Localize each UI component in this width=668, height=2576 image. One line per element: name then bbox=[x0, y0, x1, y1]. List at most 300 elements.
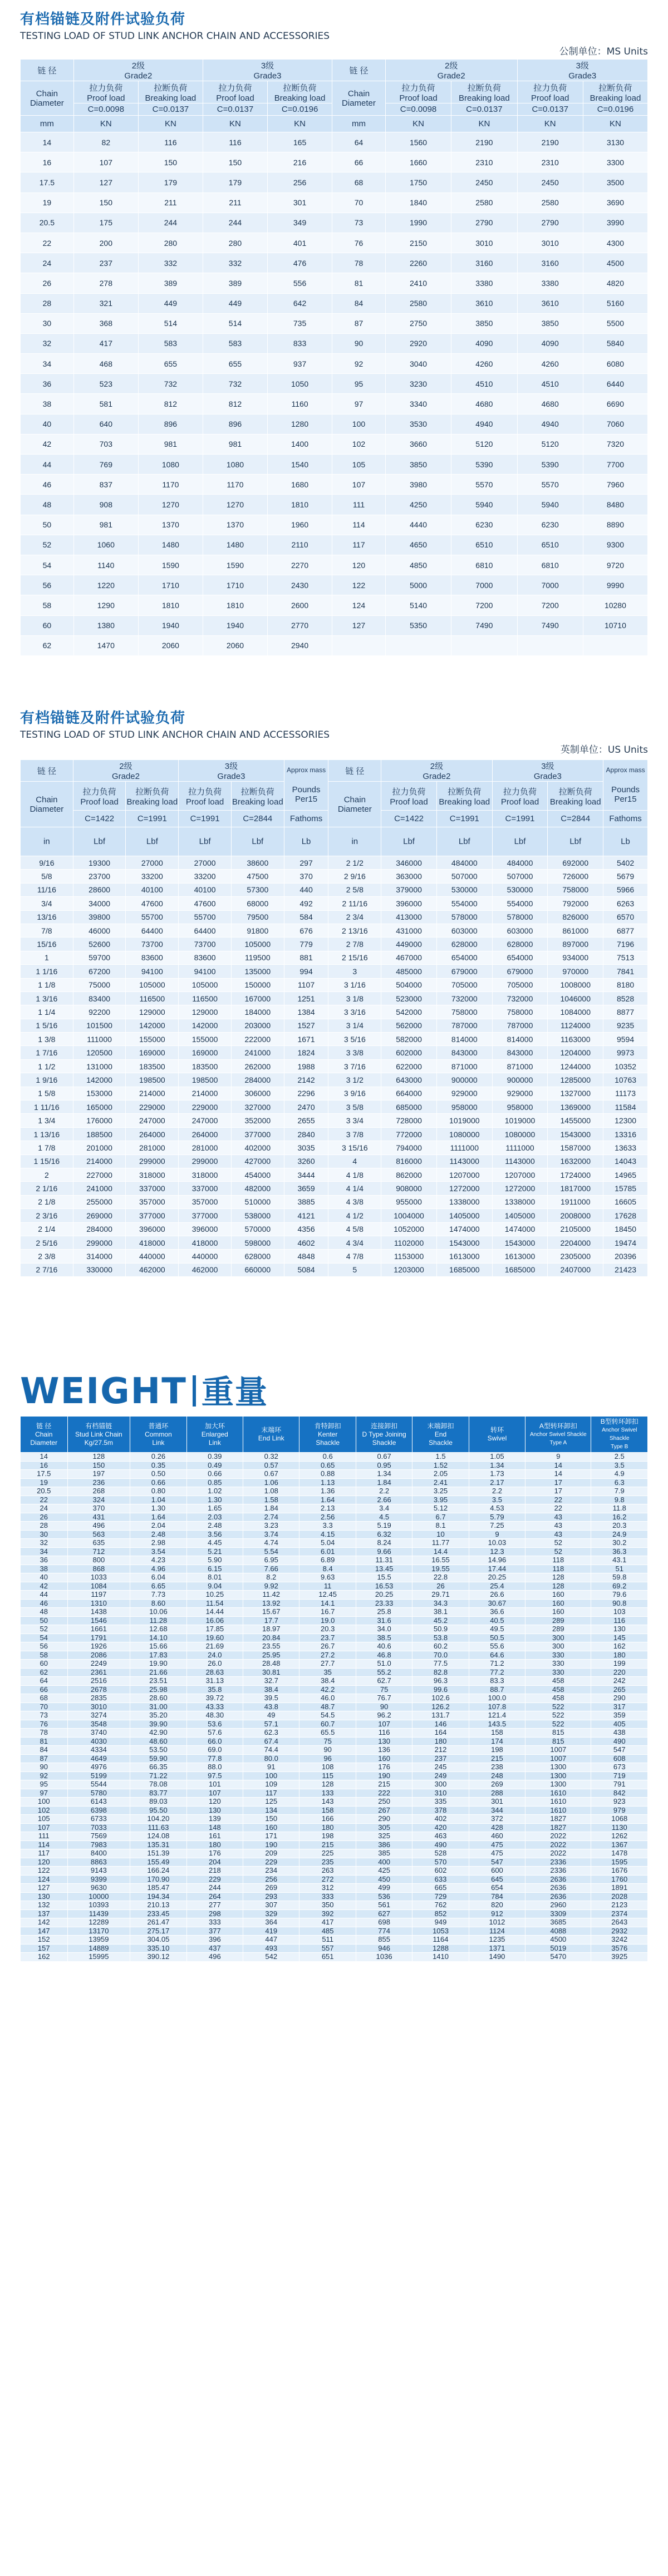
weight-cell: 65.5 bbox=[299, 1729, 356, 1738]
us-cell: 1338000 bbox=[436, 1195, 492, 1208]
weight-cell: 3.54 bbox=[130, 1547, 186, 1556]
weight-cell: 128 bbox=[299, 1780, 356, 1789]
us-cell: 1207000 bbox=[492, 1168, 548, 1181]
us-cell: 14965 bbox=[603, 1168, 648, 1181]
weight-cell: 209 bbox=[243, 1849, 299, 1858]
weight-cell: 48 bbox=[21, 1608, 68, 1617]
weight-cell: 10.25 bbox=[186, 1591, 243, 1600]
weight-cell: 66 bbox=[21, 1685, 68, 1694]
weight-cell: 3576 bbox=[591, 1944, 648, 1953]
weight-cell: 104.20 bbox=[130, 1815, 186, 1824]
weight-cell: 263 bbox=[299, 1867, 356, 1876]
ms-table-row bbox=[21, 434, 648, 454]
weight-cell: 97.5 bbox=[186, 1771, 243, 1780]
weight-cell: 1.30 bbox=[186, 1496, 243, 1504]
ms-cell: 127 bbox=[73, 172, 138, 193]
us-cell: 1046000 bbox=[548, 991, 603, 1005]
weight-cell: 117 bbox=[21, 1849, 68, 1858]
us-cell: 19474 bbox=[603, 1236, 648, 1249]
weight-cell: 51 bbox=[591, 1565, 648, 1573]
weight-table-row bbox=[21, 1453, 648, 1462]
weight-cell: 852 bbox=[412, 1909, 469, 1918]
us-cell: 3 7/8 bbox=[328, 1127, 381, 1141]
weight-cell: 96 bbox=[299, 1754, 356, 1763]
us-cell: 73700 bbox=[179, 937, 232, 951]
ms-cell: 124 bbox=[332, 595, 386, 615]
weight-cell: 6733 bbox=[67, 1815, 130, 1824]
weight-table-row bbox=[21, 1625, 648, 1634]
us-cell: 654000 bbox=[436, 951, 492, 964]
ms-cell: 833 bbox=[268, 333, 332, 353]
us-cell: 1203000 bbox=[381, 1263, 437, 1276]
ms-cell: 66 bbox=[332, 152, 386, 172]
weight-cell: 2.05 bbox=[412, 1470, 469, 1479]
weight-cell: 2.56 bbox=[299, 1513, 356, 1522]
weight-cell: 3.5 bbox=[591, 1461, 648, 1470]
weight-cell: 5019 bbox=[525, 1944, 591, 1953]
us-h-proof: 拉力负荷 Proof load bbox=[179, 782, 232, 811]
ms-coef: C=0.0137 bbox=[203, 103, 267, 116]
us-cell: 40100 bbox=[126, 883, 179, 896]
us-table-row bbox=[21, 1114, 648, 1127]
weight-cell: 4.9 bbox=[591, 1470, 648, 1479]
ms-cell: 54 bbox=[21, 555, 74, 575]
weight-cell: 275.17 bbox=[130, 1927, 186, 1936]
weight-cell: 855 bbox=[356, 1936, 412, 1945]
weight-cell: 485 bbox=[299, 1927, 356, 1936]
weight-cell: 166 bbox=[299, 1815, 356, 1824]
ms-cell: 3230 bbox=[385, 374, 451, 394]
us-table-row bbox=[21, 1222, 648, 1236]
weight-cell: 333 bbox=[299, 1892, 356, 1901]
weight-cell: 17 bbox=[525, 1478, 591, 1487]
us-unit: Lb bbox=[603, 827, 648, 856]
ms-cell: 150 bbox=[138, 152, 203, 172]
weight-cell: 3.95 bbox=[412, 1496, 469, 1504]
weight-table-row bbox=[21, 1478, 648, 1487]
weight-cell: 84 bbox=[21, 1746, 68, 1755]
us-table-row bbox=[21, 1046, 648, 1059]
weight-table-row bbox=[21, 1539, 648, 1548]
us-table-row bbox=[21, 978, 648, 991]
us-cell: 3 3/8 bbox=[328, 1046, 381, 1059]
weight-cell: 1.04 bbox=[130, 1496, 186, 1504]
weight-cell: 499 bbox=[356, 1884, 412, 1893]
weight-cell: 698 bbox=[356, 1918, 412, 1927]
ms-cell: 3380 bbox=[451, 273, 517, 293]
us-cell: 2407000 bbox=[548, 1263, 603, 1276]
weight-cell: 4030 bbox=[67, 1737, 130, 1746]
weight-cell: 0.67 bbox=[356, 1453, 412, 1462]
us-cell: 111000 bbox=[73, 1033, 126, 1046]
weight-cell: 665 bbox=[412, 1884, 469, 1893]
ms-cell: 4250 bbox=[385, 495, 451, 515]
weight-cell: 9143 bbox=[67, 1867, 130, 1876]
weight-cell: 5544 bbox=[67, 1780, 130, 1789]
ms-cell: 1810 bbox=[268, 495, 332, 515]
ms-cell: 1050 bbox=[268, 374, 332, 394]
us-h-grade2-r: 2级 Grade2 bbox=[381, 760, 492, 782]
ms-cell: 321 bbox=[73, 293, 138, 313]
us-cell: 482000 bbox=[231, 1182, 284, 1195]
ms-cell: 3990 bbox=[583, 213, 647, 233]
us-cell: 554000 bbox=[492, 897, 548, 910]
us-cell: 1474000 bbox=[492, 1222, 548, 1236]
ms-cell: 179 bbox=[203, 172, 267, 193]
ms-table-row bbox=[21, 515, 648, 535]
us-cell: 602000 bbox=[381, 1046, 437, 1059]
ms-cell: 4260 bbox=[451, 354, 517, 374]
weight-cell: 1676 bbox=[591, 1867, 648, 1876]
ms-cell: 1540 bbox=[268, 455, 332, 475]
weight-cell: 633 bbox=[412, 1875, 469, 1884]
weight-cell: 2086 bbox=[67, 1651, 130, 1660]
weight-cell: 25.98 bbox=[130, 1685, 186, 1694]
us-table-row bbox=[21, 965, 648, 978]
weight-cell: 71.22 bbox=[130, 1771, 186, 1780]
weight-cell: 301 bbox=[469, 1798, 525, 1807]
ms-cell: 36 bbox=[21, 374, 74, 394]
us-cell: 8180 bbox=[603, 978, 648, 991]
weight-cell: 8863 bbox=[67, 1858, 130, 1867]
weight-cell: 152 bbox=[21, 1936, 68, 1945]
weight-cell: 289 bbox=[525, 1625, 591, 1634]
weight-table-row bbox=[21, 1832, 648, 1841]
weight-cell: 1891 bbox=[591, 1884, 648, 1893]
weight-cell: 190 bbox=[243, 1840, 299, 1849]
weight-table-row bbox=[21, 1582, 648, 1591]
weight-cell: 32.7 bbox=[243, 1677, 299, 1686]
weight-cell: 290 bbox=[591, 1694, 648, 1703]
weight-cell: 55.2 bbox=[356, 1668, 412, 1677]
ms-table-row bbox=[21, 374, 648, 394]
weight-cell: 77.8 bbox=[186, 1754, 243, 1763]
weight-cell: 1130 bbox=[591, 1823, 648, 1832]
title-divider bbox=[193, 1375, 196, 1407]
us-cell: 3 bbox=[328, 965, 381, 978]
weight-cell: 447 bbox=[243, 1936, 299, 1945]
weight-cell: 645 bbox=[469, 1875, 525, 1884]
weight-cell: 107 bbox=[21, 1823, 68, 1832]
ms-cell: 7200 bbox=[517, 595, 583, 615]
us-cell: 3/4 bbox=[21, 897, 73, 910]
us-cell: 861000 bbox=[548, 924, 603, 937]
weight-cell: 88.7 bbox=[469, 1685, 525, 1694]
ms-table-row bbox=[21, 555, 648, 575]
weight-cell: 385 bbox=[356, 1849, 412, 1858]
weight-cell: 1.84 bbox=[356, 1478, 412, 1487]
ms-cell: 10710 bbox=[583, 615, 647, 635]
ms-cell: 2790 bbox=[517, 213, 583, 233]
weight-cell: 6.15 bbox=[186, 1565, 243, 1573]
us-cell: 198500 bbox=[126, 1073, 179, 1087]
weight-table-row bbox=[21, 1522, 648, 1531]
us-cell: 83400 bbox=[73, 991, 126, 1005]
us-unit: Lbf bbox=[126, 827, 179, 856]
ms-cell: 2110 bbox=[268, 535, 332, 555]
ms-cell: 95 bbox=[332, 374, 386, 394]
ms-cell: 81 bbox=[332, 273, 386, 293]
ms-cell: 24 bbox=[21, 253, 74, 273]
us-cell: 881 bbox=[284, 951, 328, 964]
ms-cell: 16 bbox=[21, 152, 74, 172]
us-title-cn: 有档锚链及附件试验负荷 bbox=[20, 710, 186, 727]
ms-cell: 34 bbox=[21, 354, 74, 374]
weight-cell: 97 bbox=[21, 1789, 68, 1798]
us-cell: 5402 bbox=[603, 856, 648, 870]
us-cell: 958000 bbox=[436, 1101, 492, 1114]
weight-cell: 2636 bbox=[525, 1884, 591, 1893]
us-table-row bbox=[21, 897, 648, 910]
weight-cell: 50.5 bbox=[469, 1634, 525, 1642]
ms-cell: 732 bbox=[138, 374, 203, 394]
weight-cell: 1.84 bbox=[243, 1504, 299, 1513]
weight-cell: 3.4 bbox=[356, 1504, 412, 1513]
weight-cell: 329 bbox=[243, 1909, 299, 1918]
weight-cell: 1.06 bbox=[243, 1478, 299, 1487]
ms-cell: 122 bbox=[332, 575, 386, 595]
weight-cell: 58 bbox=[21, 1651, 68, 1660]
us-cell: 318000 bbox=[179, 1168, 232, 1181]
weight-cell: 20.25 bbox=[356, 1591, 412, 1600]
weight-table-row bbox=[21, 1599, 648, 1608]
weight-cell: 96.3 bbox=[412, 1677, 469, 1686]
weight-cell: 490 bbox=[412, 1840, 469, 1849]
weight-table-row bbox=[21, 1504, 648, 1513]
us-cell: 33200 bbox=[179, 870, 232, 883]
ms-cell: 7490 bbox=[451, 615, 517, 635]
weight-cell: 90 bbox=[356, 1702, 412, 1711]
us-cell: 13633 bbox=[603, 1141, 648, 1154]
ms-table-row bbox=[21, 495, 648, 515]
us-h-approx-r: Approx mass Pounds Per15 bbox=[603, 760, 648, 811]
us-cell: 692000 bbox=[548, 856, 603, 870]
us-cell: 2142 bbox=[284, 1073, 328, 1087]
ms-cell: 116 bbox=[138, 132, 203, 152]
us-cell: 3260 bbox=[284, 1154, 328, 1168]
weight-cell: 563 bbox=[67, 1530, 130, 1539]
ms-cell: 4850 bbox=[385, 555, 451, 575]
weight-cell: 100.0 bbox=[469, 1694, 525, 1703]
us-cell: 1327000 bbox=[548, 1087, 603, 1100]
us-cell: 5/8 bbox=[21, 870, 73, 883]
us-cell: 679000 bbox=[436, 965, 492, 978]
weight-table-row bbox=[21, 1737, 648, 1746]
weight-table-row bbox=[21, 1927, 648, 1936]
weight-cell: 842 bbox=[591, 1789, 648, 1798]
ms-cell: 5840 bbox=[583, 333, 647, 353]
ms-cell: 19 bbox=[21, 193, 74, 213]
ms-cell: 3010 bbox=[451, 233, 517, 253]
ms-cell: 46 bbox=[21, 475, 74, 495]
ms-cell: 2150 bbox=[385, 233, 451, 253]
us-cell: 554000 bbox=[436, 897, 492, 910]
weight-cell: 815 bbox=[525, 1729, 591, 1738]
weight-cell: 1.58 bbox=[243, 1496, 299, 1504]
us-table-row bbox=[21, 951, 648, 964]
ms-table-row bbox=[21, 615, 648, 635]
weight-cell: 2028 bbox=[591, 1892, 648, 1901]
weight-cell: 1310 bbox=[67, 1599, 130, 1608]
weight-cell: 222 bbox=[356, 1789, 412, 1798]
ms-cell: 523 bbox=[73, 374, 138, 394]
weight-cell: 30.81 bbox=[243, 1668, 299, 1677]
us-cell: 47600 bbox=[179, 897, 232, 910]
ms-cell: 90 bbox=[332, 333, 386, 353]
weight-cell: 1827 bbox=[525, 1815, 591, 1824]
ms-cell: 449 bbox=[138, 293, 203, 313]
us-cell: 8528 bbox=[603, 991, 648, 1005]
us-cell: 1244000 bbox=[548, 1059, 603, 1073]
weight-table-row bbox=[21, 1461, 648, 1470]
weight-cell: 46 bbox=[21, 1599, 68, 1608]
weight-cell: 131.7 bbox=[412, 1711, 469, 1720]
ms-cell: 5570 bbox=[451, 475, 517, 495]
weight-cell: 2643 bbox=[591, 1918, 648, 1927]
ms-cell: 1160 bbox=[268, 394, 332, 414]
ms-cell: 2920 bbox=[385, 333, 451, 353]
weight-table-row bbox=[21, 1815, 648, 1824]
us-cell: 4 1/2 bbox=[328, 1209, 381, 1222]
us-cell: 2204000 bbox=[548, 1236, 603, 1249]
ms-cell: 6230 bbox=[517, 515, 583, 535]
us-cell: 55700 bbox=[126, 910, 179, 924]
weight-cell: 2.74 bbox=[243, 1513, 299, 1522]
weight-cell: 774 bbox=[356, 1927, 412, 1936]
weight-table-row bbox=[21, 1513, 648, 1522]
weight-cell: 180 bbox=[299, 1823, 356, 1832]
us-cell: 908000 bbox=[381, 1182, 437, 1195]
weight-cell: 42 bbox=[21, 1582, 68, 1591]
ms-cell: 769 bbox=[73, 455, 138, 475]
ms-cell: 583 bbox=[138, 333, 203, 353]
weight-cell: 60 bbox=[21, 1660, 68, 1669]
ms-cell: 332 bbox=[203, 253, 267, 273]
weight-cell: 561 bbox=[356, 1901, 412, 1910]
weight-cell: 64 bbox=[21, 1677, 68, 1686]
weight-cell: 54 bbox=[21, 1634, 68, 1642]
weight-cell: 608 bbox=[591, 1754, 648, 1763]
weight-cell: 300 bbox=[525, 1642, 591, 1651]
weight-cell: 600 bbox=[469, 1867, 525, 1876]
weight-cell: 272 bbox=[299, 1875, 356, 1884]
weight-cell: 490 bbox=[591, 1737, 648, 1746]
ms-table-row bbox=[21, 575, 648, 595]
us-cell: 284000 bbox=[73, 1222, 126, 1236]
ms-h-proof: 拉力负荷 Proof load bbox=[385, 81, 451, 103]
us-cell: 530000 bbox=[492, 883, 548, 896]
weight-cell: 557 bbox=[299, 1944, 356, 1953]
weight-cell: 1007 bbox=[525, 1754, 591, 1763]
ms-cell: 4260 bbox=[517, 354, 583, 374]
us-cell: 1543000 bbox=[436, 1236, 492, 1249]
weight-cell: 25.95 bbox=[243, 1651, 299, 1660]
weight-cell: 6.01 bbox=[299, 1547, 356, 1556]
weight-cell: 13170 bbox=[67, 1927, 130, 1936]
ms-cell: 3850 bbox=[451, 313, 517, 333]
us-title-en: TESTING LOAD OF STUD LINK ANCHOR CHAIN AND ACCESSORIES bbox=[20, 729, 330, 741]
ms-cell: 256 bbox=[268, 172, 332, 193]
weight-cell: 34 bbox=[21, 1547, 68, 1556]
us-cell: 314000 bbox=[73, 1250, 126, 1263]
us-cell: 705000 bbox=[492, 978, 548, 991]
us-cell: 129000 bbox=[126, 1005, 179, 1019]
weight-table-row bbox=[21, 1875, 648, 1884]
weight-cell: 2516 bbox=[67, 1677, 130, 1686]
weight-table-row bbox=[21, 1470, 648, 1479]
us-cell: 27000 bbox=[179, 856, 232, 870]
weight-cell: 14 bbox=[525, 1470, 591, 1479]
ms-cell: 5940 bbox=[517, 495, 583, 515]
us-cell: 6877 bbox=[603, 924, 648, 937]
weight-cell: 176 bbox=[186, 1849, 243, 1858]
us-cell: 929000 bbox=[492, 1087, 548, 1100]
ms-cell: 280 bbox=[138, 233, 203, 253]
ms-coef: C=0.0098 bbox=[73, 103, 138, 116]
us-cell: 11/16 bbox=[21, 883, 73, 896]
ms-title-cn: 有档锚链及附件试验负荷 bbox=[20, 11, 186, 28]
weight-cell: 268 bbox=[67, 1487, 130, 1496]
us-cell: 47600 bbox=[126, 897, 179, 910]
us-cell: 523000 bbox=[381, 991, 437, 1005]
weight-cell: 310 bbox=[412, 1789, 469, 1798]
weight-cell: 54.5 bbox=[299, 1711, 356, 1720]
us-cell: 582000 bbox=[381, 1033, 437, 1046]
ms-cell: 3980 bbox=[385, 475, 451, 495]
weight-cell: 59.8 bbox=[591, 1573, 648, 1582]
weight-cell: 8.1 bbox=[412, 1522, 469, 1531]
ms-cell: 2750 bbox=[385, 313, 451, 333]
us-cell: 1 5/16 bbox=[21, 1019, 73, 1032]
ms-cell: 908 bbox=[73, 495, 138, 515]
us-cell: 377000 bbox=[179, 1209, 232, 1222]
weight-cell: 1.36 bbox=[299, 1487, 356, 1496]
weight-cell: 145 bbox=[591, 1634, 648, 1642]
weight-cell: 1036 bbox=[356, 1953, 412, 1962]
weight-cell: 8400 bbox=[67, 1849, 130, 1858]
us-cell: 155000 bbox=[179, 1033, 232, 1046]
weight-cell: 118 bbox=[525, 1556, 591, 1565]
weight-cell: 35.8 bbox=[186, 1685, 243, 1694]
ms-cell: 556 bbox=[268, 273, 332, 293]
ms-cell: 92 bbox=[332, 354, 386, 374]
weight-cell: 1300 bbox=[525, 1771, 591, 1780]
us-cell: 484000 bbox=[492, 856, 548, 870]
weight-cell: 6398 bbox=[67, 1806, 130, 1815]
weight-cell: 233.45 bbox=[130, 1909, 186, 1918]
us-cell: 758000 bbox=[492, 1005, 548, 1019]
weight-cell: 4.74 bbox=[243, 1539, 299, 1548]
weight-table-row bbox=[21, 1780, 648, 1789]
us-h-grade3-r: 3级 Grade3 bbox=[492, 760, 603, 782]
ms-cell: 2790 bbox=[451, 213, 517, 233]
weight-cell: 25.8 bbox=[356, 1608, 412, 1617]
us-cell: 73700 bbox=[126, 937, 179, 951]
weight-cell: 160 bbox=[525, 1591, 591, 1600]
weight-cell: 1197 bbox=[67, 1591, 130, 1600]
us-cell: 214000 bbox=[179, 1087, 232, 1100]
weight-cell: 60.7 bbox=[299, 1720, 356, 1729]
us-cell: 485000 bbox=[381, 965, 437, 978]
us-cell: 462000 bbox=[179, 1263, 232, 1276]
weight-cell: 92 bbox=[21, 1771, 68, 1780]
weight-cell: 39.90 bbox=[130, 1720, 186, 1729]
weight-cell: 8.2 bbox=[243, 1573, 299, 1582]
us-cell: 843000 bbox=[436, 1046, 492, 1059]
weight-cell: 48.30 bbox=[186, 1711, 243, 1720]
us-cell: 970000 bbox=[548, 965, 603, 978]
weight-cell: 43.33 bbox=[186, 1702, 243, 1711]
